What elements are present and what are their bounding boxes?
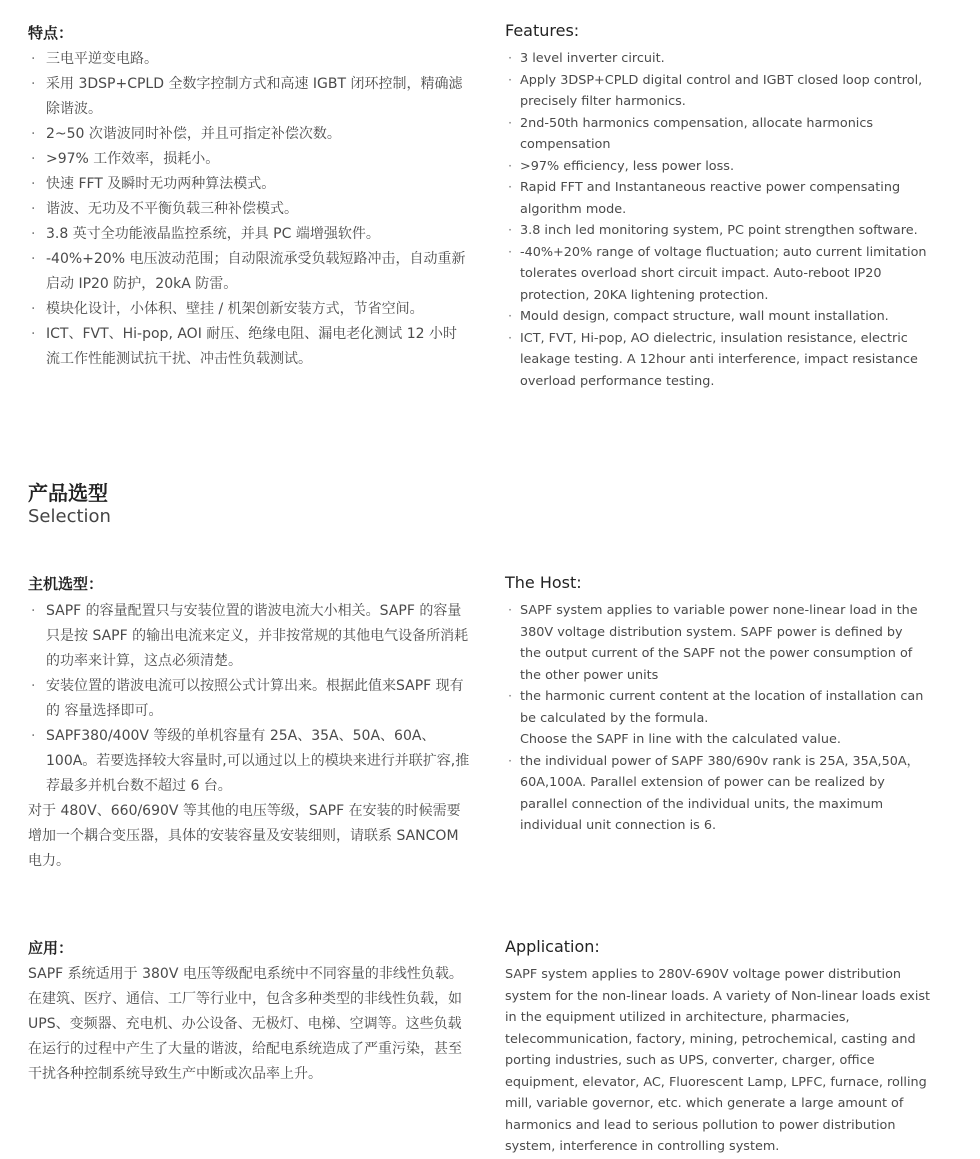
features-list-cn xyxy=(28,47,468,372)
list-item: · ICT、FVT、Hi-pop, AOI 耐压、绝缘电阻、漏电老化测试 12 小时流工作性能测试抗干扰、冲击性负载测试。 xyxy=(28,322,468,372)
features-heading-en: Features: xyxy=(505,21,580,40)
list-item: · -40%+20% 电压波动范围；自动限流承受负载短路冲击，自动重新启动 IP20 防护，20kA 防雷。 xyxy=(28,247,468,297)
list-item: · SAPF system applies to variable power none-linear load in the 380V voltage distribution system. SAPF power is defined by the output current of the SAPF not the power consumption of the other power units xyxy=(505,600,925,686)
features-list-en xyxy=(505,48,950,392)
application-text-cn: SAPF 系统适用于 380V 电压等级配电系统中不同容量的非线性负载。在建筑、医疗、通信、工厂等行业中，包含多种类型的非线性负载，如 UPS、变频器、充电机、办公设备、无极灯、电梯、空调等。这些负载在运行的过程中产生了大量的谐波，给配电系统造成了严重污染，甚至干扰各种控制系统导致生产中断或次品率上升。 xyxy=(28,966,463,1082)
list-item: · Mould design, compact structure, wall mount installation. xyxy=(505,306,950,328)
list-item: · 模块化设计，小体积、壁挂 / 机架创新安装方式，节省空间。 xyxy=(28,297,468,322)
list-item: · SAPF 的容量配置只与安装位置的谐波电流大小相关。SAPF 的容量只是按 SAPF 的输出电流来定义，并非按常规的其他电气设备所消耗的功率来计算，这点必须清楚。 xyxy=(28,599,473,674)
list-item: · -40%+20% range of voltage fluctuation; auto current limitation tolerates overload short circuit impact. Auto-reboot IP20 protection, 20KA lightening protection. xyxy=(505,242,950,307)
list-item: · 2~50 次谐波同时补偿，并且可指定补偿次数。 xyxy=(28,122,468,147)
application-text-en: SAPF system applies to 280V-690V voltage power distribution system for the non-linear loads. A variety of Non-linear loads exist in the equipment utilized in architecture, pharmacies, telecommunication, factory, mining, petrochemical, casting and porting industries, such as UPS, converter, charger, office equipment, elevator, AC, Fluorescent Lamp, LPFC, furnace, rolling mill, variable governor, etc. which generate a large amount of harmonics and lead to serious pollution to power distribution system, interference in controlling system. xyxy=(505,967,931,1154)
list-item: · SAPF380/400V 等级的单机容量有 25A、35A、50A、60A、100A。若要选择较大容量时,可以通过以上的模块来进行并联扩容,推荐最多并机台数不超过 6 台。 xyxy=(28,724,473,799)
host-heading-cn: 主机选型： xyxy=(28,575,104,593)
application-heading-cn: 应用： xyxy=(28,939,74,957)
list-item: · the harmonic current content at the location of installation can be calculated by the formula. Choose the SAPF in line with the calculated value. xyxy=(505,686,925,751)
list-item: · 采用 3DSP+CPLD 全数字控制方式和高速 IGBT 闭环控制，精确滤除谐波。 xyxy=(28,72,468,122)
list-item: · 3.8 英寸全功能液晶监控系统，并具 PC 端增强软件。 xyxy=(28,222,468,247)
host-note-cn: 对于 480V、660/690V 等其他的电压等级，SAPF 在安装的时候需要增加一个耦合变压器，具体的安装容量及安装细则，请联系 SANCOM 电力。 xyxy=(28,803,461,869)
page-title: 产品选型 xyxy=(28,481,108,505)
list-item: · 三电平逆变电路。 xyxy=(28,47,468,72)
host-heading-en: The Host: xyxy=(505,573,582,592)
list-item: · 2nd-50th harmonics compensation, allocate harmonics compensation xyxy=(505,113,950,156)
list-item: · 安装位置的谐波电流可以按照公式计算出来。根据此值来SAPF 现有的 容量选择即可。 xyxy=(28,674,473,724)
page-subtitle: Selection xyxy=(28,506,111,527)
host-list-cn xyxy=(28,599,473,799)
host-list-en xyxy=(505,600,925,837)
list-item: · ICT, FVT, Hi-pop, AO dielectric, insulation resistance, electric leakage testing. A 12hour anti interference, impact resistance overload performance testing. xyxy=(505,328,950,393)
list-item: · 3 level inverter circuit. xyxy=(505,48,950,70)
list-item: · the individual power of SAPF 380/690v rank is 25A, 35A,50A，60A,100A. Parallel extension of power can be realized by parallel connection of the individual units, the maximum individual unit connection is 6. xyxy=(505,751,925,837)
list-item: · 3.8 inch led monitoring system, PC point strengthen software. xyxy=(505,220,950,242)
list-item: · 快速 FFT 及瞬时无功两种算法模式。 xyxy=(28,172,468,197)
list-item: · Apply 3DSP+CPLD digital control and IGBT closed loop control, precisely filter harmonics. xyxy=(505,70,950,113)
list-item: · >97% 工作效率，损耗小。 xyxy=(28,147,468,172)
list-item: · >97% efficiency, less power loss. xyxy=(505,156,950,178)
application-heading-en: Application: xyxy=(505,937,600,956)
list-item: · Rapid FFT and Instantaneous reactive power compensating algorithm mode. xyxy=(505,177,950,220)
list-item: · 谐波、无功及不平衡负载三种补偿模式。 xyxy=(28,197,468,222)
features-heading-cn: 特点： xyxy=(28,24,74,42)
